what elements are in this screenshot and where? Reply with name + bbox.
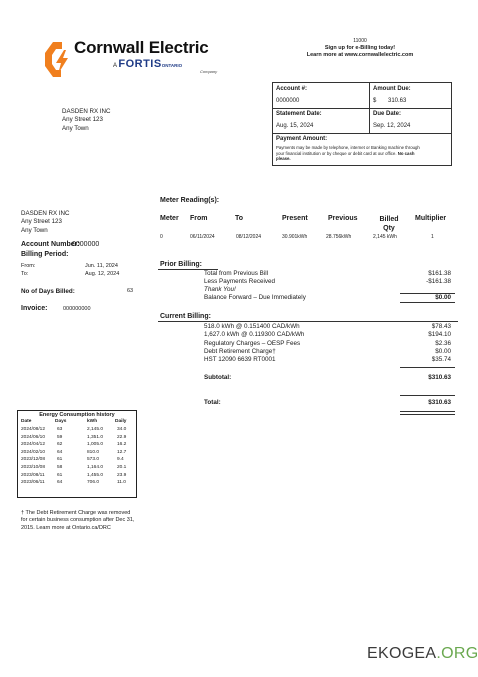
meter-header-from: From [190,215,208,222]
service-name: DASDEN RX INC [21,210,70,217]
brand-company: Company [200,69,218,74]
history-cell: 11.0 [117,480,126,486]
history-cell: 64 [57,449,63,455]
charge-line-3-value: $2.36 [435,340,451,347]
prior-billing-title: Prior Billing: [160,261,202,268]
history-cell: 2023/08/11 [21,472,45,478]
charge-line-2-value: $194.10 [428,331,451,338]
brand-sub-prefix: A [113,63,117,69]
billed-qty-line1: Billed [379,216,399,223]
meter-row-from: 06/11/2024 [190,234,215,240]
charge-line-1-label: 518.0 kWh @ 0.151400 CAD/kWh [204,323,300,330]
history-cell: 64 [57,480,63,486]
fortis-region: ONTARIO [161,63,183,68]
statement-date-value: Aug. 15, 2024 [276,123,314,129]
account-number-label-2: Account Number: [21,241,80,248]
account-number-value-2: 0000000 [72,241,100,248]
mailing-city: Any Town [62,124,89,132]
history-cell: 20.1 [117,465,127,470]
service-city: Any Town [21,226,48,234]
charge-line-3-label: Regulatory Charges – OESP Fees [204,340,301,347]
days-billed-label: No of Days Billed: [21,288,75,295]
subtotal-value: $310.63 [428,374,451,381]
history-cell: 810.0 [87,449,100,455]
statement-date-label: Statement Date: [276,111,322,117]
promo-line1: Sign up for e-Billing today! [324,44,396,51]
brand-subtitle [113,58,182,71]
history-cell: 2024/08/12 [21,427,46,432]
history-header-daily: Daily [115,419,127,424]
total-value: $310.63 [428,399,451,406]
total-prev-label: Total from Previous Bill [204,270,269,277]
history-cell: 1,164.0 [87,465,104,470]
history-cell: 706.0 [87,480,100,486]
history-cell: 59 [57,434,63,440]
payment-amount-label: Payment Amount: [276,136,328,142]
account-number-label: Account #: [276,86,308,92]
balance-forward-label: Balance Forward – Due Immediately [204,294,306,301]
charge-line-1-value: $78.43 [431,323,451,330]
account-summary-box [272,82,452,166]
from-value: Jun. 11, 2024 [85,263,118,269]
service-street: Any Street 123 [21,218,62,226]
meter-header-billed-qty [372,215,406,234]
subtotal-line [400,367,455,368]
history-cell: 23.9 [117,472,127,478]
history-cell: 2024/04/12 [21,442,46,448]
payment-note-bold: No cash please. [276,150,415,162]
history-cell: 58 [57,465,63,470]
watermark [367,645,478,663]
meter-header-previous: Previous [328,215,358,222]
balance-forward-value: $0.00 [435,294,451,301]
promo-line2[interactable]: Learn more at www.cornwallelectric.com [306,51,414,58]
to-value: Aug. 12, 2024 [85,271,120,277]
promo-code: 11000 [353,38,367,44]
subtotal-label: Subtotal: [204,374,232,381]
history-cell: 62 [57,442,63,448]
balance-line-bottom [400,302,455,303]
history-cell: 16.2 [117,442,127,448]
charge-line-2-label: 1,627.0 kWh @ 0.119300 CAD/kWh [204,331,305,338]
history-cell: 61 [57,472,63,478]
charge-line-4-label: Debt Retirement Charge† [204,348,276,355]
debt-retirement-footnote: † The Debt Retirement Charge was removed for certain business consumption after Dec 31, 2015. Learn more at Ontario.ca/DRC [21,510,135,531]
current-billing-underline [158,321,458,322]
billing-period-label: Billing Period: [21,251,69,258]
history-cell: 2023/10/08 [21,465,46,470]
meter-header-to: To [235,215,244,222]
amount-due-value: 310.63 [388,98,407,104]
total-line-bottom-2 [400,414,455,415]
payment-note [276,145,426,162]
meter-row-previous: 28.756kWh [326,234,352,240]
meter-row-to: 08/12/2024 [236,234,262,240]
due-date-label: Due Date: [373,111,402,117]
history-cell: 1,455.0 [87,472,104,478]
charge-line-5-value: $35.74 [431,356,451,363]
from-label: From: [21,263,36,269]
meter-section-title: Meter Reading(s): [160,197,220,204]
mailing-street: Any Street 123 [62,116,103,124]
brand-name: Cornwall Electric [74,38,209,57]
history-header-kwh: kWh [87,419,98,424]
fortis-wordmark: FORTIS [118,58,162,70]
meter-row-present: 30.901kWh [282,234,308,240]
total-line-top [400,395,455,396]
amount-due-currency: $ [373,98,377,104]
meter-row-meter: 0 [160,234,163,240]
meter-header-multiplier: Multiplier [415,215,447,222]
history-cell: 2024/06/10 [21,434,46,440]
total-prev-value: $161.38 [428,270,451,277]
to-label: To: [21,271,29,277]
payment-note-text: Payments may be made by telephone, internet or Banking machine through your financial institution or by cheque or debit card at our office. [276,145,420,156]
service-address [21,210,69,235]
due-date-value: Sep. 12, 2024 [373,123,411,129]
history-cell: 573.0 [87,457,100,463]
cornwall-logo-icon [42,40,72,80]
consumption-history-box [17,410,137,498]
history-cell: 2023/06/11 [21,480,45,486]
charge-line-5-label: HST 12090 6639 RT0001 [204,356,276,363]
history-cell: 2023/12/08 [21,457,46,463]
history-cell: 34.0 [117,427,127,432]
billed-qty-line2: Qty [383,225,395,233]
history-cell: 9.4 [117,457,124,463]
history-cell: 2,145.0 [87,427,104,432]
invoice-label: Invoice: [21,305,48,312]
meter-header-present: Present [282,215,308,222]
box-divider-h1 [273,108,451,109]
history-cell: 1,005.0 [87,442,104,448]
meter-row-multiplier: 1 [431,234,434,240]
charge-line-4-value: $0.00 [435,348,451,355]
box-divider-h2 [273,133,451,134]
less-payments-label: Less Payments Received [204,278,276,285]
less-payments-value: -$161.38 [426,278,451,285]
history-title: Energy Consumption history [39,412,115,418]
current-billing-title: Current Billing: [160,313,211,320]
history-cell: 22.9 [117,434,127,440]
meter-header-meter: Meter [160,215,179,222]
history-cell: 2024/02/10 [21,449,46,455]
thank-you-text: Thank You! [204,286,236,293]
watermark-main: EKOGEA [367,645,437,662]
meter-row-billed-qty: 2,145 kWh [373,234,397,240]
total-label: Total: [204,399,221,406]
ebilling-promo [285,38,435,59]
account-number-value: 0000000 [276,98,300,104]
history-cell: 12.7 [117,449,127,455]
amount-due-label: Amount Due: [373,86,411,92]
invoice-value: 000000000 [63,306,91,312]
mailing-name: DASDEN RX INC [62,108,111,115]
mailing-address [62,108,110,133]
history-header-date: Date [21,419,32,424]
history-cell: 1,351.0 [87,434,104,440]
total-line-bottom-1 [400,411,455,412]
history-cell: 63 [57,427,63,432]
history-header-days: Days [55,419,67,424]
watermark-suffix: .ORG [436,645,478,662]
days-billed-value: 63 [127,288,134,294]
balance-line-top [400,293,455,294]
history-cell: 61 [57,457,63,463]
